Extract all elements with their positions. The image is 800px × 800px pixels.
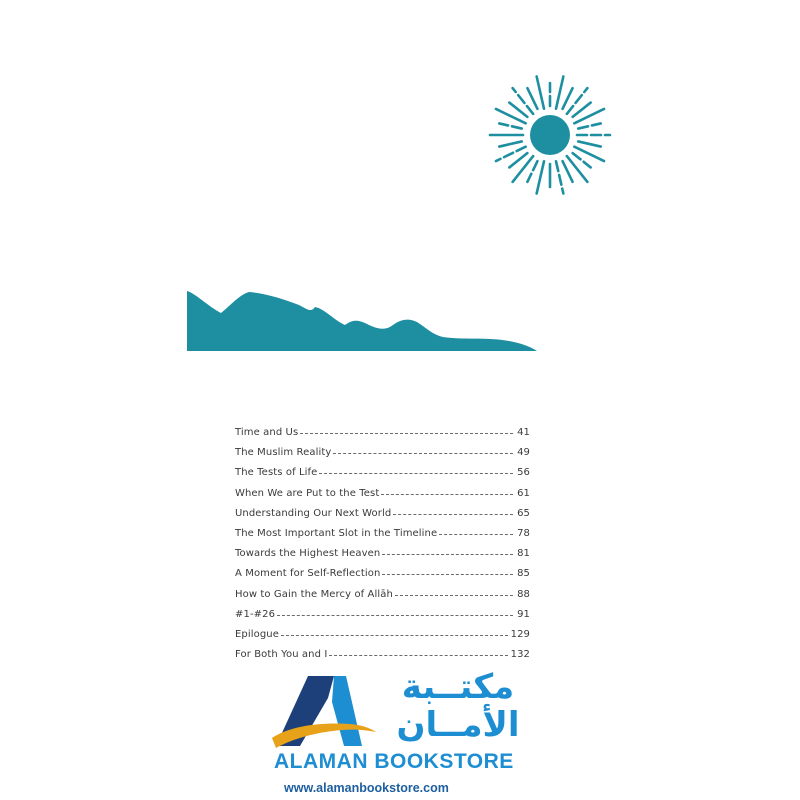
toc-entry-title: Time and Us bbox=[235, 427, 299, 438]
toc-entry-page: 81 bbox=[517, 548, 530, 560]
toc-entry bbox=[235, 548, 530, 568]
sun-ray bbox=[563, 88, 573, 109]
sun-icon bbox=[485, 70, 615, 200]
toc-entry-title: Understanding Our Next World bbox=[235, 507, 392, 519]
toc-entry-page: 56 bbox=[517, 467, 530, 479]
toc-leader-line bbox=[439, 534, 513, 535]
sun-ray bbox=[578, 123, 600, 128]
toc-leader-line bbox=[319, 473, 513, 474]
toc-leader-line bbox=[300, 433, 513, 434]
toc-entry-title: How to Gain the Mercy of Allāh bbox=[235, 588, 393, 600]
toc-entry-page: 49 bbox=[517, 447, 530, 459]
sun-ray bbox=[578, 141, 600, 146]
toc-entry bbox=[235, 568, 530, 588]
sun-ray bbox=[499, 141, 521, 146]
sun-ray bbox=[499, 123, 521, 128]
store-url[interactable]: www.alamanbookstore.com bbox=[284, 781, 449, 795]
toc-entry-title: A Moment for Self-Reflection bbox=[235, 568, 381, 580]
arabic-line-1: مكتــبة bbox=[401, 667, 515, 707]
sun-ray bbox=[556, 161, 563, 193]
toc-leader-line bbox=[382, 574, 513, 575]
toc-leader-line bbox=[281, 635, 508, 636]
toc-entry-page: 88 bbox=[517, 588, 530, 600]
toc-entry-title: #1-#26 bbox=[235, 608, 276, 620]
toc-leader-line bbox=[329, 655, 507, 656]
arabic-store-name bbox=[388, 668, 528, 744]
toc-leader-line bbox=[333, 453, 513, 454]
toc-entry-title: Epilogue bbox=[235, 628, 279, 640]
toc-leader-line bbox=[382, 554, 513, 555]
sun-ray bbox=[537, 161, 544, 193]
toc-entry bbox=[235, 427, 530, 447]
table-of-contents bbox=[235, 427, 530, 669]
toc-entry-page: 91 bbox=[517, 608, 530, 620]
toc-entry-title: The Tests of Life bbox=[235, 467, 318, 479]
toc-entry bbox=[235, 447, 530, 467]
sun-ray bbox=[527, 161, 537, 182]
sun-ray bbox=[537, 77, 544, 109]
toc-entry bbox=[235, 508, 530, 528]
brand-name: ALAMAN BOOKSTORE bbox=[274, 750, 514, 773]
toc-entry bbox=[235, 488, 530, 508]
sun-ray bbox=[563, 161, 573, 182]
arabic-line-2: الأمــان bbox=[396, 705, 520, 745]
sun-ray bbox=[556, 77, 563, 109]
sun-ray bbox=[573, 103, 591, 117]
sun-ray bbox=[527, 88, 537, 109]
toc-leader-line bbox=[277, 615, 513, 616]
toc-entry bbox=[235, 528, 530, 548]
toc-entry-title: The Muslim Reality bbox=[235, 447, 332, 459]
toc-entry-page: 85 bbox=[517, 568, 530, 580]
toc-leader-line bbox=[393, 514, 513, 515]
toc-entry-page: 129 bbox=[510, 628, 530, 640]
toc-entry-page: 65 bbox=[517, 507, 530, 519]
toc-entry-page: 61 bbox=[517, 487, 530, 499]
toc-entry-title: Towards the Highest Heaven bbox=[235, 548, 381, 560]
toc-entry-page: 78 bbox=[517, 527, 530, 539]
toc-entry bbox=[235, 467, 530, 487]
toc-entry-title: For Both You and I bbox=[235, 649, 328, 661]
sun-ray bbox=[509, 103, 527, 117]
toc-entry-page: 132 bbox=[510, 649, 530, 661]
toc-leader-line bbox=[395, 595, 513, 596]
toc-entry-title: When We are Put to the Test bbox=[235, 487, 380, 499]
bookstore-logo bbox=[262, 668, 538, 800]
toc-entry-title: The Most Important Slot in the Timeline bbox=[235, 527, 438, 539]
toc-leader-line bbox=[381, 494, 513, 495]
mountain-range bbox=[187, 285, 537, 353]
toc-entry bbox=[235, 609, 530, 629]
toc-entry bbox=[235, 589, 530, 609]
toc-entry bbox=[235, 629, 530, 649]
toc-entry-page: 41 bbox=[517, 427, 530, 438]
